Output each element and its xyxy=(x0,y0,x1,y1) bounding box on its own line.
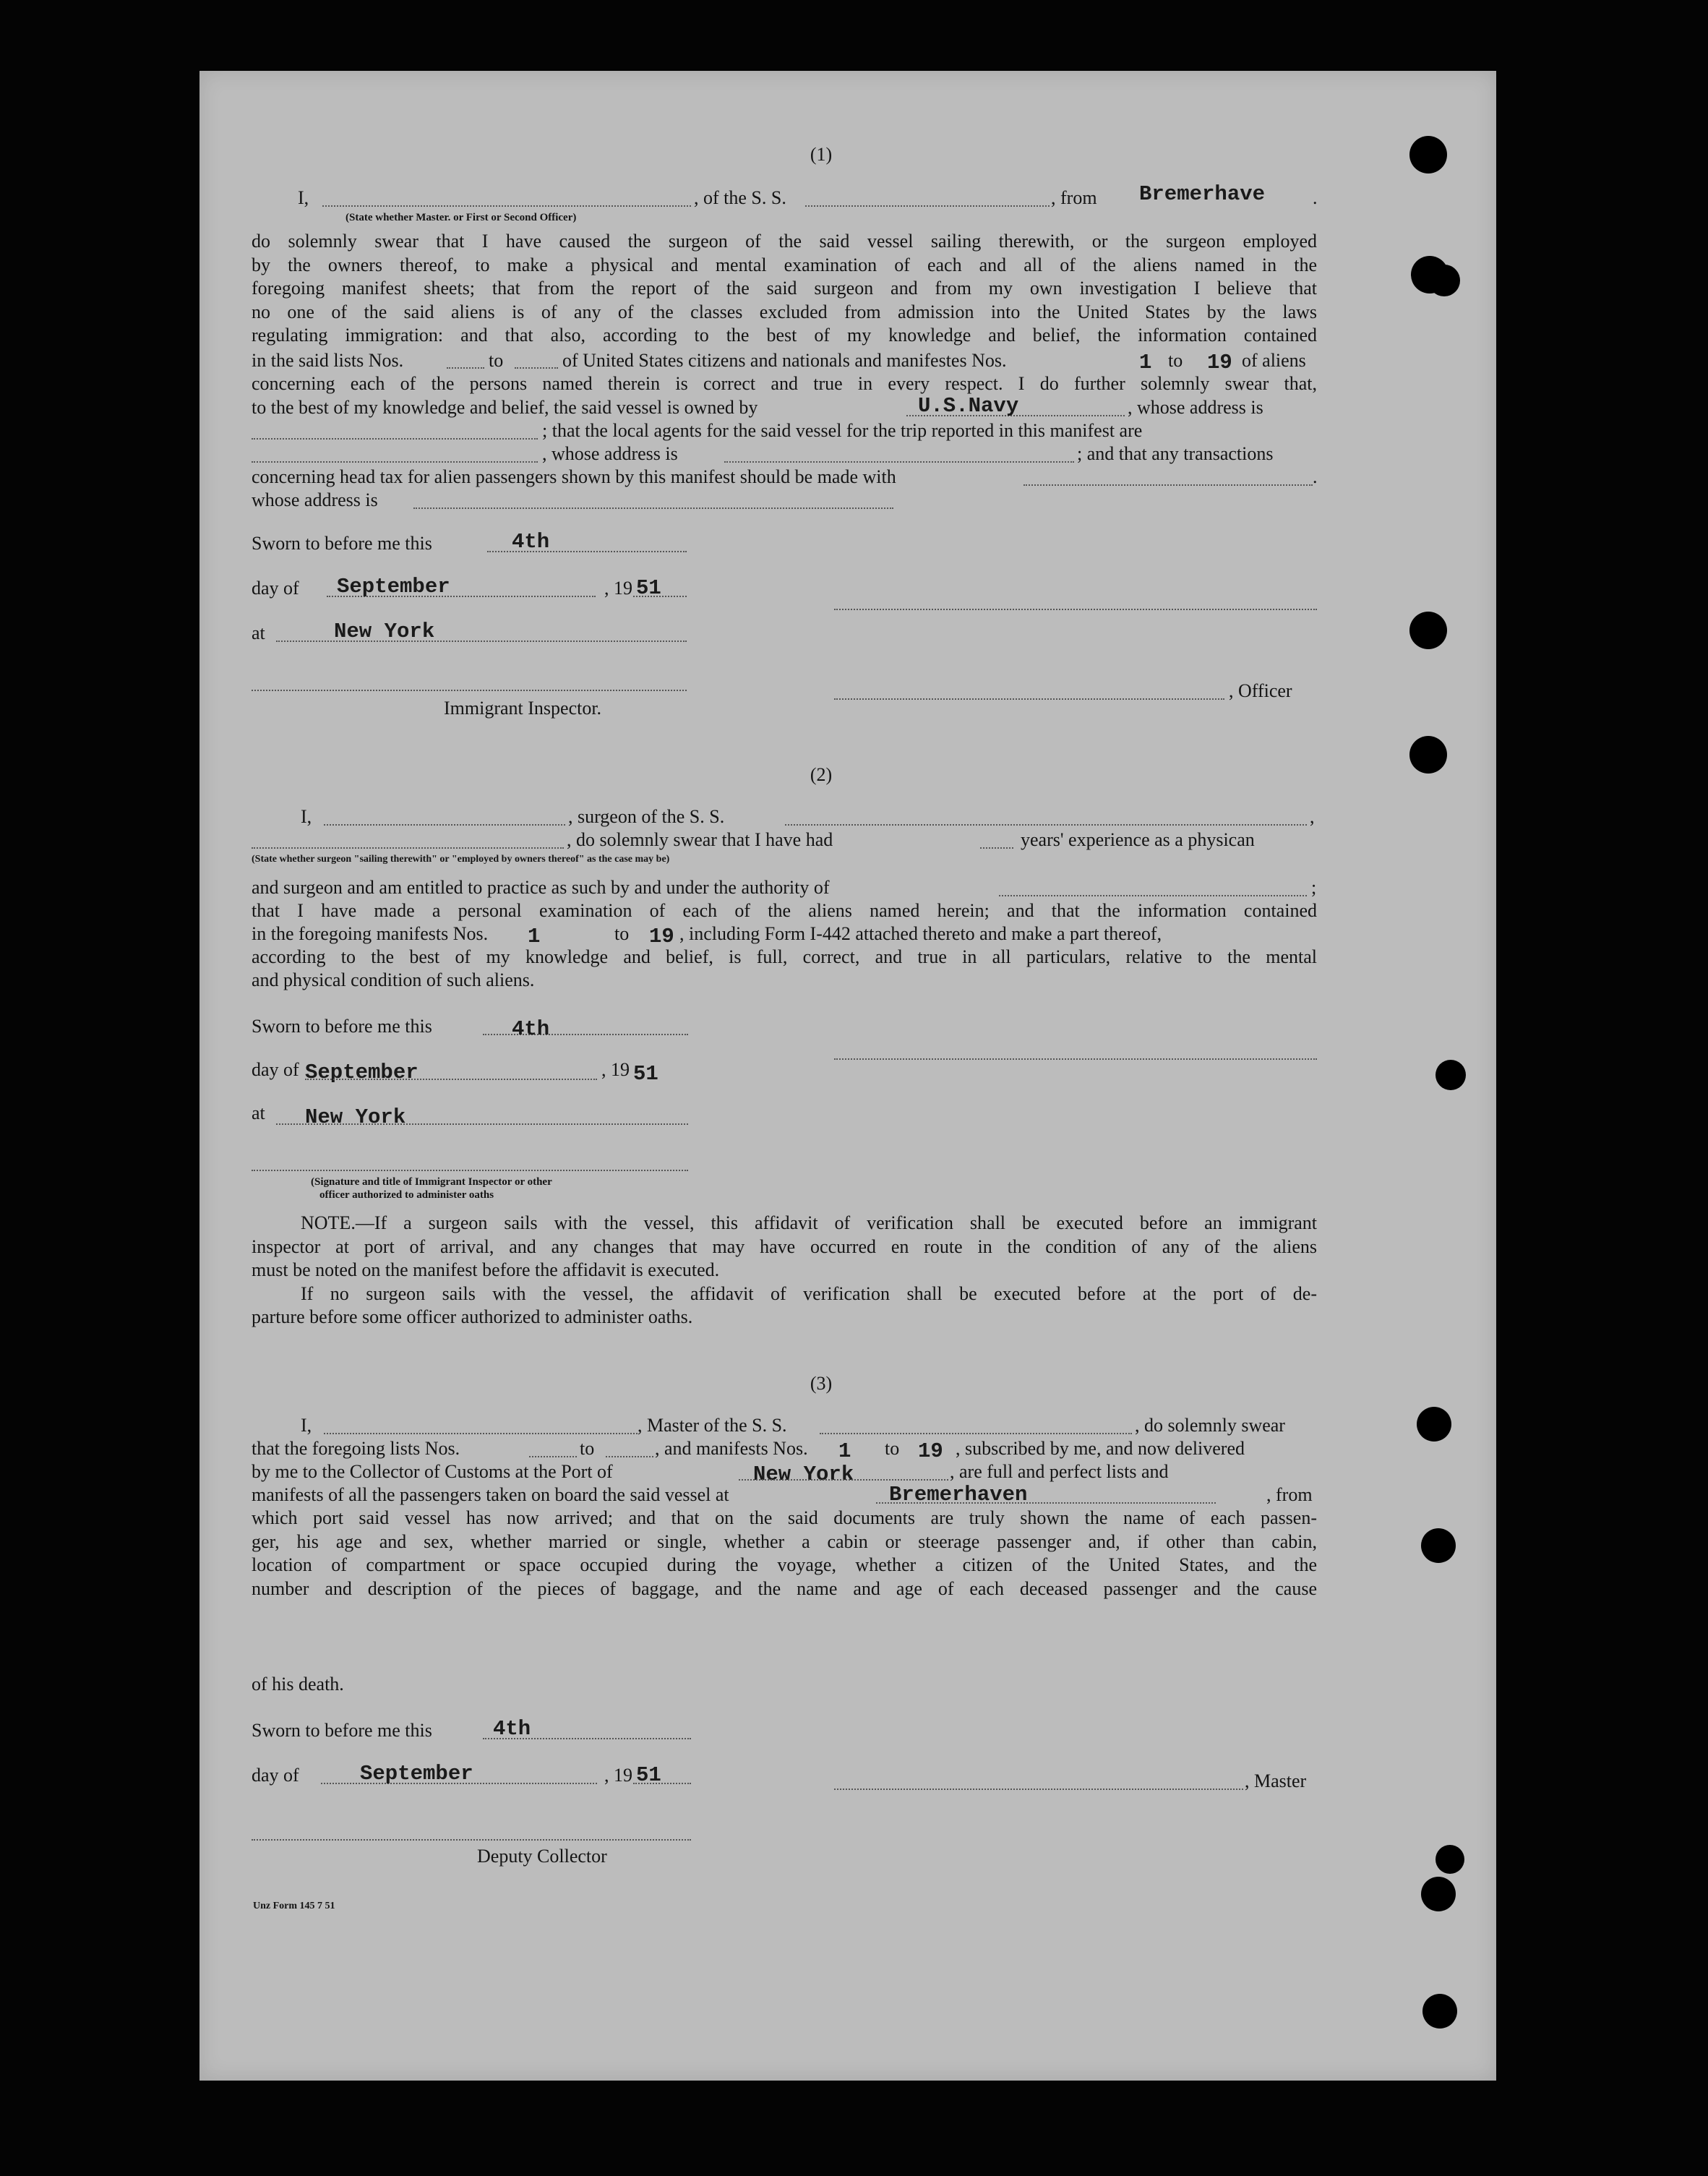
s3-month: September xyxy=(360,1762,473,1786)
s1-year: 51 xyxy=(636,576,661,600)
s3-deputy-label: Deputy Collector xyxy=(477,1846,607,1867)
punch-hole xyxy=(1436,1060,1466,1090)
punch-hole xyxy=(1409,736,1447,774)
s1-manifest-from: 1 xyxy=(1139,351,1152,374)
s1-signature-line[interactable] xyxy=(834,609,1317,610)
s2-month: September xyxy=(305,1061,419,1084)
s1-concerning-line: concerning each of the persons named therein is correct and true in every respect. I do further solemnly swear that, xyxy=(252,373,1317,394)
s2-surgeon-name-field[interactable] xyxy=(324,824,565,826)
s1-from-port: Bremerhave xyxy=(1139,182,1266,206)
s1-officer-signature[interactable] xyxy=(834,698,1224,700)
s3-manifest-to: 19 xyxy=(918,1439,943,1463)
s2-place: New York xyxy=(305,1105,406,1129)
s1-i-label: I, xyxy=(298,187,309,208)
punch-hole xyxy=(1436,1845,1464,1874)
s2-authority-field[interactable] xyxy=(999,895,1307,896)
s3-oath-body: which port said vessel has now arrived; and that on the said documents are truly shown the name of each passen- ger, his age and sex, whether married or single, whether a cabin or steerage passenger and, if other than cabin, location of compartment or space occupied during the voyage, whether a citizen of the United States, and the number and description of the pieces of baggage, and the name and age of each deceased passenger and the cause xyxy=(252,1507,1317,1599)
s1-sworn-day: 4th xyxy=(512,530,550,554)
s1-owner: U.S.Navy xyxy=(918,394,1019,418)
s2-vessel-field[interactable] xyxy=(785,824,1307,826)
s2-surgeon-type-field[interactable] xyxy=(252,847,564,849)
section-2-number: (2) xyxy=(810,764,833,785)
s1-inspector-signature[interactable] xyxy=(252,690,687,691)
s1-agent-address-field[interactable] xyxy=(724,461,1074,463)
s2-manifest-to: 19 xyxy=(649,925,674,948)
s1-place: New York xyxy=(334,620,435,643)
s3-lists-to-field[interactable] xyxy=(606,1456,653,1457)
s2-manifest-from: 1 xyxy=(528,925,541,948)
section-1-number: (1) xyxy=(810,144,833,165)
s1-whose-address-field[interactable] xyxy=(413,507,893,509)
note-paragraph-2: If no surgeon sails with the vessel, the affidavit of verification shall be executed before at the port of de- xyxy=(301,1283,1317,1304)
s3-deputy-signature[interactable] xyxy=(252,1839,691,1841)
note-paragraph-1: NOTE.—If a surgeon sails with the vessel, this affidavit of verification shall be executed before an immigrant inspector at port of arrival, and any changes that may have occurred en route in the condition of any of the aliens xyxy=(252,1212,1317,1257)
punch-hole xyxy=(1409,136,1447,174)
punch-hole xyxy=(1422,1994,1457,2029)
s2-year: 51 xyxy=(633,1062,658,1086)
s2-signature-line[interactable] xyxy=(834,1058,1317,1060)
s3-manifest-from: 1 xyxy=(838,1439,851,1463)
s1-agents-field[interactable] xyxy=(252,461,538,463)
punch-hole xyxy=(1417,1407,1451,1442)
s1-ss-label: , of the S. S. xyxy=(694,187,786,208)
s1-from-label: , from xyxy=(1051,187,1097,208)
section-3-number: (3) xyxy=(810,1373,833,1394)
form-id: Unz Form 145 7 51 xyxy=(253,1901,335,1911)
s3-master-signature[interactable] xyxy=(834,1789,1243,1790)
s3-master-name-field[interactable] xyxy=(324,1433,638,1434)
s1-lists-from-field[interactable] xyxy=(447,367,484,369)
s1-lists-to-field[interactable] xyxy=(515,367,558,369)
s3-sworn-day: 4th xyxy=(493,1717,531,1741)
s1-owner-address-field[interactable] xyxy=(252,438,538,440)
punch-hole xyxy=(1421,1877,1456,1911)
s1-oath-body: do solemnly swear that I have caused the surgeon of the said vessel sailing therewith, or the surgeon employed by the owners thereof, to make a physical and mental examination of each and all of the aliens named in the foregoing manifest sheets; that from the report of the said surgeon and from my own investigation I believe that no one of the said aliens is of any of the classes excluded from admission into the United States by the laws regulating immigration: and that also, according to the best of my knowledge and belief, the information contained xyxy=(252,231,1317,346)
s3-lists-from-field[interactable] xyxy=(529,1456,577,1457)
s1-headtax-field[interactable] xyxy=(1023,484,1313,486)
punch-hole xyxy=(1421,1528,1456,1563)
punch-hole xyxy=(1428,265,1460,296)
s1-vessel-field[interactable] xyxy=(805,205,1050,207)
s1-officer-name-field[interactable] xyxy=(322,205,691,207)
s1-month: September xyxy=(337,575,450,599)
s3-boarded-at: Bremerhaven xyxy=(889,1483,1028,1507)
s1-inspector-label: Immigrant Inspector. xyxy=(444,698,602,719)
s2-sworn-day: 4th xyxy=(512,1017,550,1041)
punch-hole xyxy=(1409,612,1447,649)
s3-year: 51 xyxy=(636,1763,661,1787)
s2-inspector-signature[interactable] xyxy=(252,1170,688,1171)
s3-vessel-field[interactable] xyxy=(820,1433,1132,1434)
s3-port: New York xyxy=(753,1462,854,1486)
s2-note: (State whether surgeon "sailing therewith" or "employed by owners thereof" as the case may be) xyxy=(252,854,670,865)
s1-manifest-to: 19 xyxy=(1207,351,1232,374)
s2-years-field[interactable] xyxy=(980,847,1013,849)
manifest-page: (1) I, , of the S. S. , from Bremerhave . (State whether Master. or First or Second Officer) do solemnly swear that I have caused the surgeon of the said vessel sailing therewith, or the surgeon employed by the owners thereof, to make a physical and mental examination of each and all of the aliens named in the foregoing manifest sheets; that from the report of the said surgeon and from my own investigation I believe that no one of the said aliens is of any of the classes excluded from admission into the United States by the laws regulating immigration: and that also, according to the best of my knowledge and belief, the information contained in the said lists Nos. to of United States citizens and nationals and manifestes Nos. 1 to 19 of aliens concerning each of the persons named therein is correct and true in every respect. I do further solemnly swear that, to the best of my knowledge and belief, the said vessel is owned by U.S.Navy , whose address is ; that the local agents for the said vessel for the trip reported in this manifest are , whose address is ; and that any transactions concerning head tax for alien passengers shown by this manifest should be made with . whose address is Sworn to before me this 4th day of September , 19 51 at New York , Officer Immigrant Inspector. (2) I, , surgeon of the S. S. , , do solemnly swear that I have had years' experience as a physican (State whether surgeon "sailing therewith" or "employed by owners thereof" as the case may be) and surgeon and am entitled to practice as such by and under the authority of ; that I have made a personal examination of each of the aliens named herein; and that the information contained in the foregoing manifests Nos. 1 to 19 , including Form I-442 attached thereto and make a part thereof, according to the best of my knowledge and belief, is full, correct, and true in all particulars, relative to the mental and physical condition of such aliens. Sworn to before me this 4th day of September , 19 51 at New York (Signature and title of Immigrant Inspector or other officer authorized to administer oaths NOTE.—If a surgeon sails with the vessel, this affidavit of verification shall be executed before an immigrant inspector at port of arrival, and any changes that may have occurred en route in the condition of any of the aliens must be noted on the manifest before the affidavit is executed. If no surgeon sails with the vessel, the affidavit of verification shall be executed before at the port of de- parture before some officer authorized to administer oaths. (3) I, , Master of the S. S. , do solemnly swear that the foregoing lists Nos. to , and manifests Nos. 1 to 19 , subscribed by me, and now delivered by me to the Collector of Customs at the Port of New York , are full and perfect lists and manifests of all the passengers taken on board the said vessel at Bremerhaven , from which port said vessel has now arrived; and that on the said documents are truly shown the name of each passen- ger, his age and sex, whether married or single, whether a cabin or steerage passenger and, if other than cabin, location of compartment or space occupied during the voyage, whether a citizen of the United States, and the number and description of the pieces of baggage, and the name and age of each deceased passenger and the cause of his death. Sworn to before me this 4th day of September , 19 51 , Master Deputy Collector Unz Form 145 7 51 xyxy=(199,71,1496,2081)
s1-master-note: (State whether Master. or First or Second Officer) xyxy=(346,212,577,223)
